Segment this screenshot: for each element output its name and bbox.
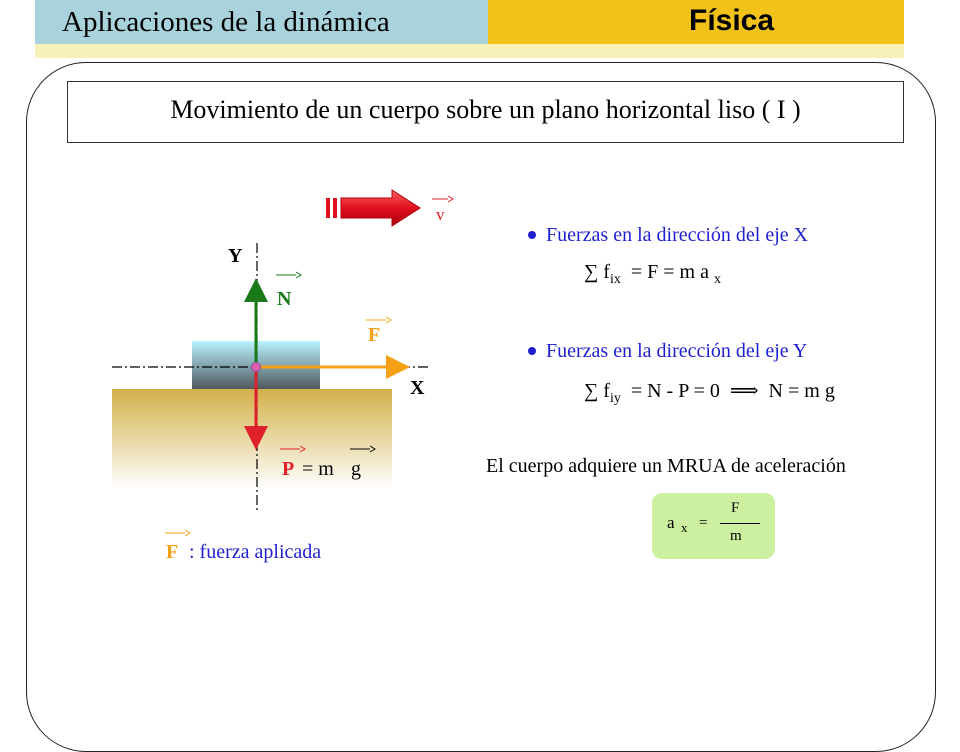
force-label: F — [368, 324, 381, 346]
velocity-arrow — [326, 190, 420, 226]
force-symbol: f — [603, 261, 610, 283]
y-sum-equation — [584, 379, 835, 406]
normal-label: N — [277, 288, 292, 310]
y-direction-heading-text: Fuerzas en la dirección del eje Y — [546, 340, 808, 362]
y-sum-subscript: iy — [609, 391, 621, 406]
subject-title: Física — [689, 4, 775, 37]
conclusion-text: El cuerpo adquiere un MRUA de aceleración — [486, 455, 846, 477]
x-direction-heading-text: Fuerzas en la dirección del eje X — [546, 224, 809, 246]
vector-overbar-legend-f — [165, 530, 190, 536]
x-direction-heading — [528, 223, 808, 247]
weight-equation: = m — [302, 458, 334, 480]
section-title: Aplicaciones de la dinámica — [62, 6, 390, 38]
vector-overbar-v — [432, 196, 453, 202]
velocity-label: v — [436, 205, 445, 224]
x-sum-subscript: ix — [609, 272, 621, 287]
y-direction-heading — [528, 339, 807, 363]
ground-surface — [112, 389, 392, 489]
axis-x-label: X — [410, 377, 425, 399]
implies-icon: ⟹ — [729, 380, 759, 402]
application-point — [252, 363, 261, 372]
axis-y-label: Y — [228, 245, 243, 267]
normal-result: N = m g — [768, 380, 835, 402]
vector-overbar-n — [276, 272, 301, 278]
bullet-icon — [528, 231, 536, 239]
accel-equals: = — [699, 515, 708, 531]
slide-title: Movimiento de un cuerpo sobre un plano horizontal liso ( I ) — [67, 81, 904, 143]
fraction-bar — [720, 523, 760, 524]
x-sum-equation — [584, 260, 721, 287]
accel-numerator: F — [731, 500, 740, 516]
y-equation-rest: = N - P = 0 — [630, 380, 720, 402]
force-symbol: f — [603, 380, 610, 402]
bullet-icon — [528, 347, 536, 355]
weight-label: P — [282, 458, 295, 480]
gravity-label: g — [351, 458, 361, 480]
sum-symbol: ∑ — [584, 261, 599, 283]
accel-subscript: x — [681, 520, 688, 535]
x-equation-rest: = F = m a — [630, 261, 709, 283]
accel-denominator: m — [730, 528, 742, 544]
accel-symbol: a — [667, 513, 675, 532]
x-accel-subscript: x — [713, 272, 721, 287]
sum-symbol: ∑ — [584, 380, 599, 402]
legend-force-text: : fuerza aplicada — [189, 541, 322, 563]
legend-force-symbol: F — [166, 541, 179, 563]
